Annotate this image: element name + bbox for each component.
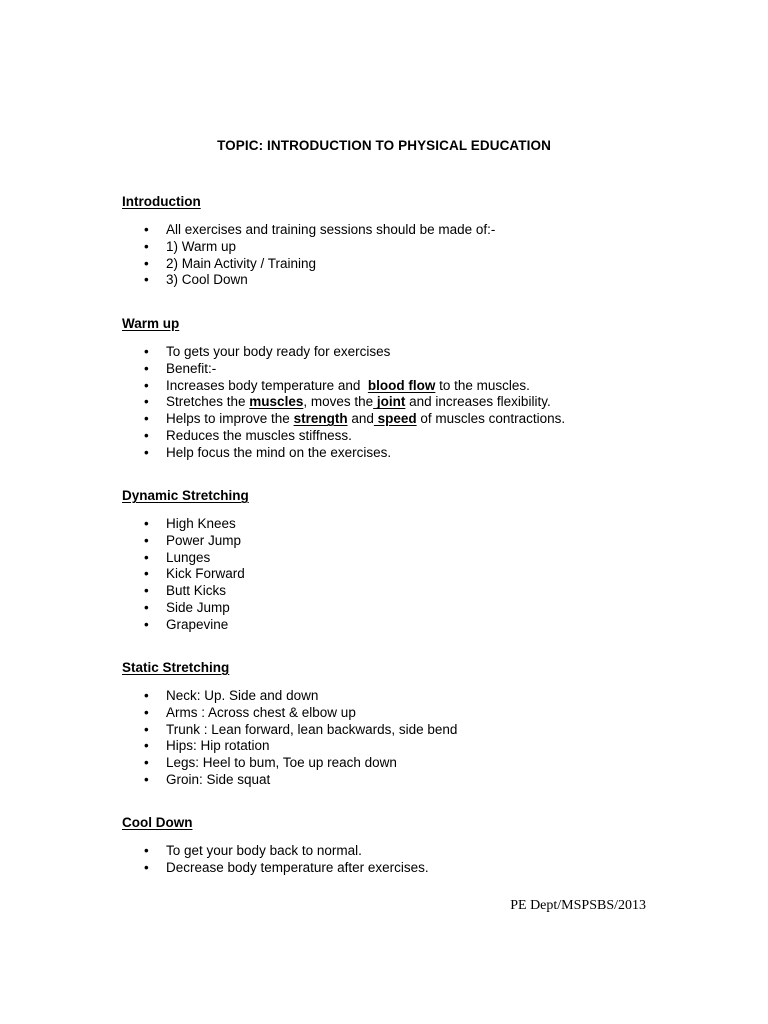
list-item: • Helps to improve the strength and speed of muscles contractions.	[144, 411, 566, 427]
keyword-muscles: muscles	[249, 394, 304, 410]
introduction-heading: Introduction	[122, 194, 201, 209]
bullet-icon: •	[144, 394, 149, 410]
bullet-icon: •	[144, 532, 149, 548]
keyword-strength: strength	[293, 411, 348, 427]
list-item: • Legs: Heel to bum, Toe up reach down	[144, 755, 397, 771]
cool-down-section	[122, 815, 682, 877]
bullet-icon: •	[144, 688, 149, 703]
list-item: • To gets your body ready for exercises	[144, 344, 391, 359]
keyword-joint: joint	[373, 394, 406, 410]
bullet-icon: •	[144, 583, 149, 599]
bullet-icon: •	[144, 516, 149, 531]
list-item: • Groin: Side squat	[144, 771, 271, 787]
bullet-icon: •	[144, 566, 149, 582]
page-title: TOPIC: INTRODUCTION TO PHYSICAL EDUCATION	[217, 138, 551, 153]
bullet-icon: •	[144, 771, 149, 787]
bullet-icon: •	[144, 859, 149, 875]
bullet-icon: •	[144, 222, 149, 237]
bullet-icon: •	[144, 411, 149, 427]
bullet-icon: •	[144, 272, 149, 288]
list-item: • 3) Cool Down	[144, 272, 248, 288]
keyword-speed: speed	[373, 411, 417, 427]
list-item: • Increases body temperature and blood flow to the muscles.	[144, 377, 530, 393]
list-item: • Help focus the mind on the exercises.	[144, 444, 392, 460]
dynamic-stretching-list	[122, 516, 682, 634]
cool-down-heading: Cool Down	[122, 815, 193, 830]
dynamic-stretching-section	[122, 488, 682, 634]
list-item: • Lunges	[144, 549, 211, 565]
introduction-section	[122, 194, 682, 289]
bullet-icon: •	[144, 238, 149, 254]
list-item: • 1) Warm up	[144, 238, 237, 254]
list-item: • Stretches the muscles, moves the joint and increases flexibility.	[144, 394, 551, 410]
list-item: • Hips: Hip rotation	[144, 738, 270, 754]
list-item: • Decrease body temperature after exercises.	[144, 859, 429, 875]
bullet-icon: •	[144, 377, 149, 393]
bullet-icon: •	[144, 616, 149, 632]
bullet-icon: •	[144, 444, 149, 460]
warm-up-section	[122, 316, 682, 462]
list-item: • Neck: Up. Side and down	[144, 688, 319, 703]
introduction-list	[122, 222, 682, 289]
list-item: • 2) Main Activity / Training	[144, 255, 317, 271]
list-item: • Grapevine	[144, 616, 229, 632]
bullet-icon: •	[144, 738, 149, 754]
list-item: • Arms : Across chest & elbow up	[144, 704, 356, 720]
cool-down-list	[122, 843, 682, 877]
warm-up-list	[122, 344, 682, 462]
bullet-icon: •	[144, 755, 149, 771]
list-item: • Benefit:-	[144, 360, 217, 376]
static-stretching-heading: Static Stretching	[122, 660, 230, 675]
static-stretching-section	[122, 660, 682, 789]
list-item: • Reduces the muscles stiffness.	[144, 427, 352, 443]
list-item: • To get your body back to normal.	[144, 843, 362, 858]
bullet-icon: •	[144, 549, 149, 565]
list-item: • High Knees	[144, 516, 236, 531]
bullet-icon: •	[144, 344, 149, 359]
list-item: • All exercises and training sessions should be made of:-	[144, 222, 496, 237]
bullet-icon: •	[144, 427, 149, 443]
bullet-icon: •	[144, 360, 149, 376]
static-stretching-list	[122, 688, 682, 789]
warm-up-heading: Warm up	[122, 316, 180, 331]
list-item: • Trunk : Lean forward, lean backwards, side bend	[144, 721, 458, 737]
bullet-icon: •	[144, 721, 149, 737]
footer-reference: PE Dept/MSPSBS/2013	[510, 898, 646, 913]
bullet-icon: •	[144, 255, 149, 271]
bullet-icon: •	[144, 599, 149, 615]
list-item: • Butt Kicks	[144, 583, 227, 599]
bullet-icon: •	[144, 704, 149, 720]
keyword-blood-flow: blood flow	[367, 377, 436, 393]
list-item: • Kick Forward	[144, 566, 245, 582]
list-item: • Side Jump	[144, 599, 230, 615]
list-item: • Power Jump	[144, 532, 242, 548]
dynamic-stretching-heading: Dynamic Stretching	[122, 488, 249, 503]
bullet-icon: •	[144, 843, 149, 858]
